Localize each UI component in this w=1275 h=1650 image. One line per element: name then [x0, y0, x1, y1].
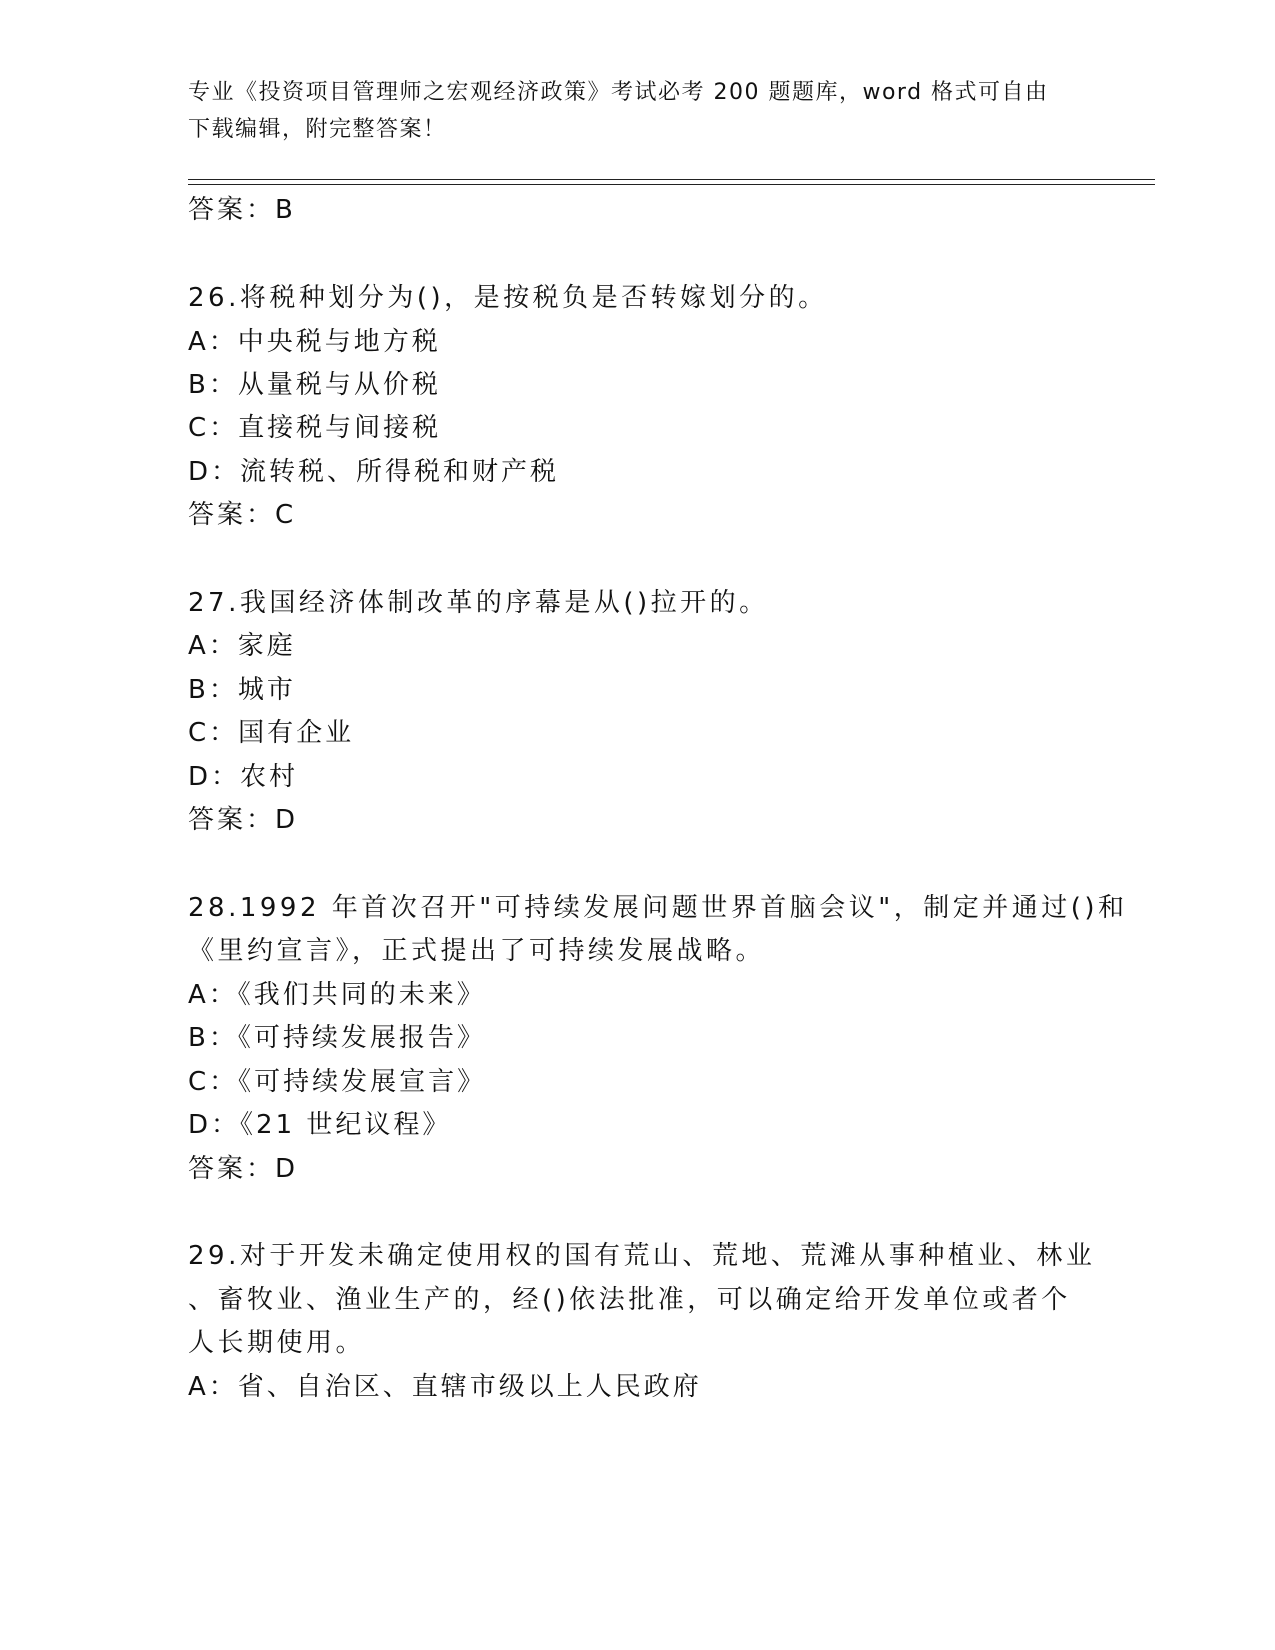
question-26-option-a: A：中央税与地方税 [188, 327, 441, 357]
question-26-option-b: B：从量税与从价税 [188, 370, 441, 400]
question-28-option-d: D：《21 世纪议程》 [188, 1110, 452, 1140]
answer-label: 答案： [188, 195, 276, 225]
question-27-option-b: B：城市 [188, 675, 296, 705]
question-26-option-d: D：流转税、所得税和财产税 [188, 457, 560, 487]
question-29-stem-line-3: 人长期使用。 [188, 1328, 366, 1358]
previous-answer [188, 193, 294, 227]
question-26-answer [188, 498, 294, 532]
answer-label: 答案： [188, 805, 276, 835]
header-divider-thin [188, 184, 1155, 185]
answer-label: 答案： [188, 500, 276, 530]
question-27-stem: 27.我国经济体制改革的序幕是从()拉开的。 [188, 588, 769, 618]
question-27-option-a: A：家庭 [188, 631, 296, 661]
header-divider-thick [188, 179, 1155, 180]
question-27-answer [188, 803, 296, 837]
question-26-stem: 26.将税种划分为()，是按税负是否转嫁划分的。 [188, 283, 828, 313]
question-28-option-c: C：《可持续发展宣言》 [188, 1067, 487, 1097]
question-28-option-b: B：《可持续发展报告》 [188, 1023, 486, 1053]
question-27-option-c: C：国有企业 [188, 718, 355, 748]
question-28-stem-line-2: 《里约宣言》，正式提出了可持续发展战略。 [188, 936, 766, 966]
answer-value: B [275, 195, 294, 225]
header-line-2: 下载编辑，附完整答案！ [188, 117, 447, 142]
question-28-option-a: A：《我们共同的未来》 [188, 980, 486, 1010]
answer-value: D [275, 1154, 297, 1184]
question-26-option-c: C：直接税与间接税 [188, 413, 442, 443]
question-29-stem-line-2: 、畜牧业、渔业生产的，经()依法批准，可以确定给开发单位或者个 [188, 1285, 1071, 1315]
question-27-option-d: D：农村 [188, 762, 299, 792]
question-28-stem-line-1: 28.1992 年首次召开"可持续发展问题世界首脑会议"，制定并通过()和 [188, 893, 1128, 923]
answer-label: 答案： [188, 1154, 276, 1184]
answer-value: D [275, 805, 297, 835]
document-header [188, 74, 1088, 148]
question-29-stem-line-1: 29.对于开发未确定使用权的国有荒山、荒地、荒滩从事种植业、林业 [188, 1241, 1096, 1271]
question-28-answer [188, 1152, 296, 1186]
header-line-1: 专业《投资项目管理师之宏观经济政策》考试必考 200 题题库，word 格式可自由 [188, 80, 1049, 105]
question-29-option-a: A：省、自治区、直辖市级以上人民政府 [188, 1372, 702, 1402]
answer-value: C [275, 500, 295, 530]
